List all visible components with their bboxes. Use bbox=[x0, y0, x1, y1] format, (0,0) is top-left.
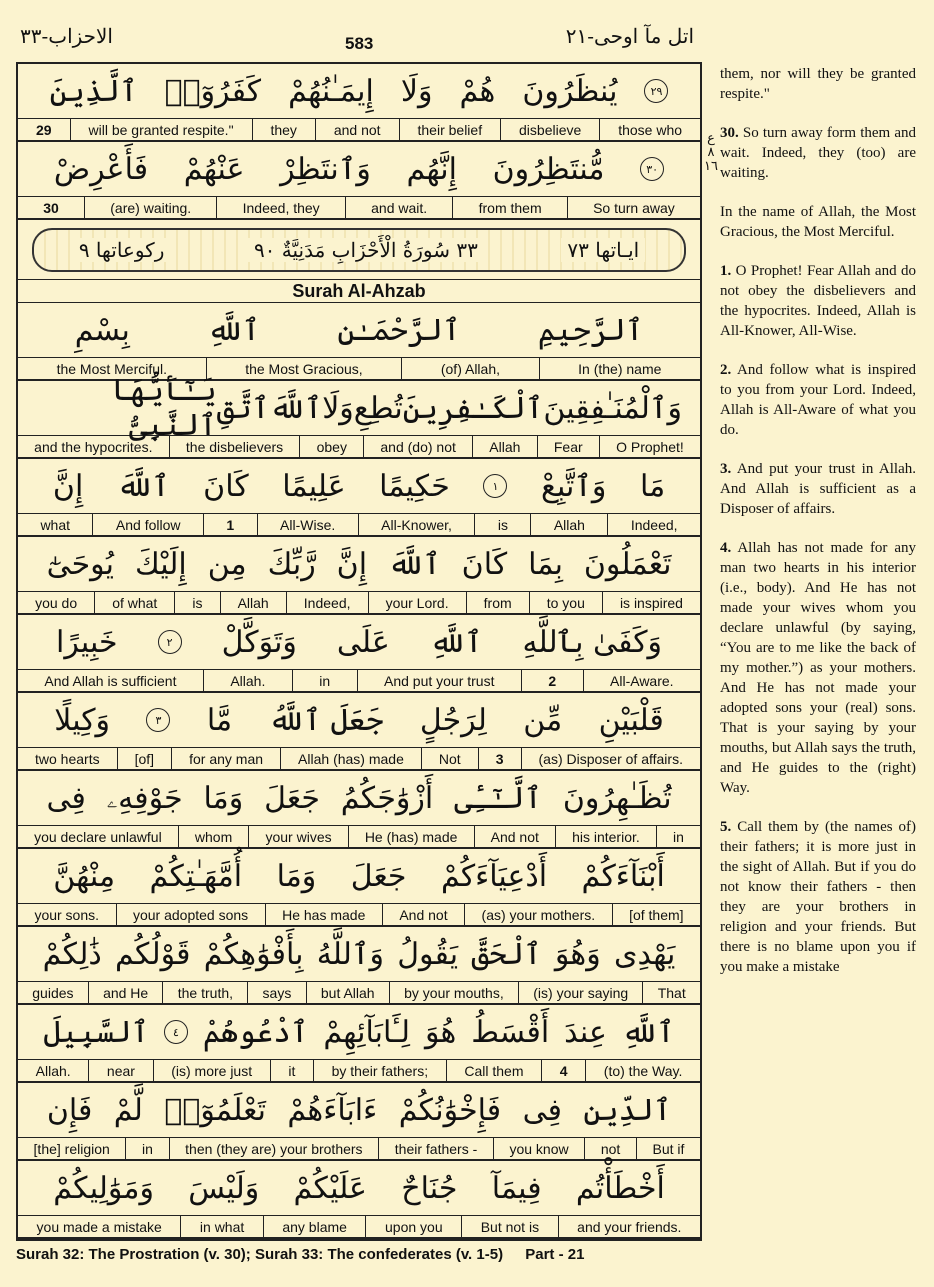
arabic-word: إِنَّ bbox=[336, 546, 368, 582]
translation-paragraph bbox=[720, 817, 916, 977]
arabic-word: إِنَّهُم bbox=[406, 151, 457, 187]
arabic-word: أَزْوَٰجَكُمُ bbox=[340, 780, 434, 816]
arabic-word: فِيمَآ bbox=[491, 1170, 542, 1206]
translation-text: In the name of Allah, the Most Gracious, the Most Merciful. bbox=[720, 204, 916, 240]
word-translation-cell: the Most Merciful. bbox=[56, 360, 168, 377]
word-translation-cell: their belief bbox=[399, 119, 501, 140]
header-surah-label: الاحزاب-٣٣ bbox=[20, 24, 113, 48]
arabic-word: وَٱتَّبِعْ bbox=[540, 468, 607, 504]
word-translation-cell: 1 bbox=[203, 514, 257, 535]
arabic-word: مَا bbox=[640, 468, 666, 504]
english-row bbox=[18, 514, 700, 537]
arabic-word: وَلَيْسَ bbox=[188, 1170, 260, 1206]
arabic-word: يَـٰٓأَيُّهَا ٱلنَّبِىُّ bbox=[111, 373, 217, 443]
arabic-word: بِسْمِ bbox=[74, 312, 130, 348]
word-translation-cell: But not is bbox=[461, 1216, 557, 1237]
verse-number: 30. bbox=[720, 125, 739, 141]
word-translation-cell: 4 bbox=[541, 1060, 585, 1081]
word-translation-cell: they bbox=[252, 119, 315, 140]
word-translation-cell: obey bbox=[299, 436, 363, 457]
arabic-row bbox=[18, 537, 700, 592]
word-translation-cell: But if bbox=[636, 1138, 700, 1159]
word-translation-cell: (are) waiting. bbox=[84, 197, 216, 218]
arabic-word: وَكَفَىٰ بِٱللَّهِ bbox=[522, 624, 663, 660]
verse-number-marker: ٤ bbox=[164, 1020, 188, 1044]
word-translation-cell: Indeed, they bbox=[216, 197, 345, 218]
arabic-word: يُوحَىٰٓ bbox=[46, 546, 114, 582]
word-translation-cell: in bbox=[292, 670, 357, 691]
word-translation-cell: (is) your saying bbox=[518, 982, 642, 1003]
arabic-word: جَعَلَ bbox=[350, 858, 407, 894]
arabic-word: أُمَّهَـٰتِكُمْ bbox=[149, 858, 243, 894]
word-translation-cell: by your mouths, bbox=[389, 982, 518, 1003]
arabic-word: ٱلدِّينِ bbox=[583, 1092, 672, 1128]
word-translation-cell: In (the) name bbox=[539, 358, 700, 379]
translation-text: And follow what is inspired to you from your Lord. Indeed, Allah is All-Aware of what you do. bbox=[720, 362, 916, 438]
word-translation-cell: for any man bbox=[171, 748, 280, 769]
translation-paragraph bbox=[720, 538, 916, 798]
verse-number-marker: ٣٠ bbox=[640, 157, 664, 181]
arabic-row bbox=[18, 849, 700, 904]
arabic-word: كَفَرُوٓا۟ bbox=[164, 73, 262, 109]
english-row bbox=[18, 1138, 700, 1161]
arabic-word: قَلْبَيْنِ bbox=[598, 702, 664, 738]
arabic-row bbox=[18, 615, 700, 670]
word-translation-cell: O Prophet! bbox=[599, 436, 700, 457]
word-translation-cell: 29 bbox=[36, 121, 52, 138]
arabic-word: جَعَلَ ٱللَّهُ bbox=[268, 702, 384, 738]
word-translation-cell: it bbox=[270, 1060, 313, 1081]
word-translation-cell: He has made bbox=[265, 904, 382, 925]
word-translation-cell: So turn away bbox=[567, 197, 700, 218]
word-translation-cell: not bbox=[584, 1138, 636, 1159]
arabic-word: مَّا bbox=[206, 702, 233, 738]
word-translation-cell: (of) Allah, bbox=[401, 358, 538, 379]
arabic-word: بِمَا bbox=[528, 546, 563, 582]
word-translation-cell: two hearts bbox=[35, 750, 100, 767]
arabic-row bbox=[18, 1083, 700, 1138]
verse-number-marker: ٣ bbox=[146, 708, 170, 732]
arabic-word: جُنَاحٌ bbox=[401, 1170, 458, 1206]
word-translation-cell: the Most Gracious, bbox=[206, 358, 402, 379]
banner-text: ٣٣ سُورَةُ الْأَحْزَابِ مَدَنِيَّةٌ ٩٠ bbox=[248, 238, 484, 262]
arabic-row bbox=[18, 927, 700, 982]
arabic-word: تَعْمَلُونَ bbox=[583, 546, 672, 582]
arabic-word: يَهْدِى bbox=[613, 936, 676, 972]
word-translation-cell: Fear bbox=[537, 436, 599, 457]
word-translation-cell: 3 bbox=[478, 748, 521, 769]
arabic-word: كَانَ bbox=[461, 546, 508, 582]
banner-text: ايـاتها ٧٣ bbox=[561, 238, 645, 262]
word-translation-cell: whom bbox=[178, 826, 249, 847]
arabic-word: وَٱنتَظِرْ bbox=[280, 151, 371, 187]
word-translation-cell: Allah. bbox=[203, 670, 292, 691]
translation-text: them, nor will they be granted respite." bbox=[720, 66, 916, 102]
word-translation-cell: the disbelievers bbox=[169, 436, 300, 457]
arabic-row bbox=[18, 142, 700, 197]
word-translation-cell: and not bbox=[315, 119, 399, 140]
word-translation-cell: And follow bbox=[92, 514, 202, 535]
arabic-word: عَلَى bbox=[336, 624, 390, 660]
word-translation-cell: and wait. bbox=[345, 197, 452, 218]
arabic-word: ٱللَّهِ bbox=[207, 312, 260, 348]
arabic-word: أَبْنَآءَكُمْ bbox=[581, 858, 665, 894]
verse-number-marker: ٢٩ bbox=[644, 79, 668, 103]
word-translation-cell: his interior. bbox=[555, 826, 656, 847]
word-translation-cell: Allah bbox=[530, 514, 607, 535]
arabic-word: عَلِيمًا bbox=[282, 468, 346, 504]
translation-paragraph bbox=[720, 459, 916, 519]
verse-number-marker: ١ bbox=[483, 474, 507, 498]
arabic-word: إِلَيْكَ bbox=[134, 546, 187, 582]
arabic-word: مُّنتَظِرُونَ bbox=[492, 151, 605, 187]
arabic-word: فِى bbox=[522, 1092, 562, 1128]
translation-paragraph bbox=[720, 261, 916, 341]
arabic-word: وَمَوَٰلِيكُمْ bbox=[53, 1170, 154, 1206]
arabic-word: ذَٰلِكُمْ bbox=[42, 936, 102, 972]
ruku-marker: ع ٨ ١٦ bbox=[704, 131, 718, 174]
translation-paragraph bbox=[720, 360, 916, 440]
arabic-word: ٱلْكَـٰفِرِينَ bbox=[402, 390, 544, 426]
english-row bbox=[18, 982, 700, 1005]
arabic-row bbox=[18, 1161, 700, 1216]
word-translation-cell: you made a mistake bbox=[36, 1218, 162, 1235]
word-translation-cell: All-Wise. bbox=[257, 514, 358, 535]
arabic-word: وَٱلْمُنَـٰفِقِينَ bbox=[543, 390, 682, 426]
arabic-word: مِنْهُنَّ bbox=[53, 858, 116, 894]
word-translation-cell: the truth, bbox=[162, 982, 247, 1003]
arabic-word: ءَابَآءَهُمْ bbox=[287, 1092, 378, 1128]
translation-paragraph bbox=[720, 202, 916, 242]
word-translation-cell: near bbox=[88, 1060, 152, 1081]
word-translation-cell: disbelieve bbox=[500, 119, 599, 140]
word-translation-cell: from them bbox=[452, 197, 566, 218]
english-row bbox=[18, 197, 700, 220]
arabic-word: مِّن bbox=[523, 702, 563, 738]
word-translation-cell: Indeed, bbox=[607, 514, 700, 535]
arabic-word: ٱللَّهَ bbox=[116, 468, 170, 504]
arabic-word: مِن bbox=[207, 546, 247, 582]
translation-paragraph bbox=[720, 123, 916, 183]
footer-surah-info: Surah 32: The Prostration (v. 30); Surah 33: The confederates (v. 1-5) bbox=[16, 1246, 504, 1263]
word-translation-cell: 30 bbox=[43, 199, 59, 216]
english-row bbox=[18, 826, 700, 849]
word-by-word-grid bbox=[16, 62, 702, 1241]
english-row bbox=[18, 904, 700, 927]
word-translation-cell: and (do) not bbox=[363, 436, 472, 457]
word-translation-cell: Indeed, bbox=[286, 592, 368, 613]
english-row bbox=[18, 1060, 700, 1083]
word-translation-cell: in bbox=[125, 1138, 168, 1159]
word-translation-cell: your wives bbox=[248, 826, 347, 847]
word-translation-cell: (as) your mothers. bbox=[464, 904, 612, 925]
word-translation-cell: then (they are) your brothers bbox=[169, 1138, 379, 1159]
word-translation-cell: you do bbox=[35, 594, 78, 611]
arabic-row bbox=[18, 64, 700, 119]
arabic-word: ٱلْحَقَّ bbox=[471, 936, 542, 972]
arabic-word: إِنَّ bbox=[52, 468, 84, 504]
word-translation-cell: (is) more just bbox=[153, 1060, 270, 1081]
word-translation-cell: Allah. bbox=[35, 1062, 71, 1079]
translation-text: Call them by (the names of) their fathers; it is more just in the sight of Allah. But if you do not know their fathers - then they are your brothers in religion and your friends. But there is no blame upon you if you make a mistake bbox=[720, 819, 916, 975]
arabic-word: بِأَفْوَٰهِكُمْ bbox=[203, 936, 304, 972]
arabic-word: عَلَيْكُمْ bbox=[293, 1170, 367, 1206]
word-translation-cell: upon you bbox=[365, 1216, 461, 1237]
arabic-word: أَقْسَطُ bbox=[471, 1014, 550, 1050]
arabic-word: ٱللَّهِ bbox=[429, 624, 483, 660]
arabic-word: ٱلرَّحْمَـٰنِ bbox=[337, 312, 461, 348]
arabic-row bbox=[18, 373, 700, 443]
arabic-word: لَّمْ bbox=[113, 1092, 143, 1128]
word-translation-cell: in bbox=[656, 826, 700, 847]
word-translation-cell: you know bbox=[493, 1138, 584, 1159]
arabic-word: ٱتَّقِ bbox=[216, 390, 270, 426]
arabic-word: هُمْ bbox=[459, 73, 496, 109]
word-translation-cell: [the] religion bbox=[33, 1140, 110, 1157]
verse-number: 3. bbox=[720, 461, 732, 477]
word-translation-cell: and He bbox=[88, 982, 163, 1003]
word-translation-cell: And not bbox=[382, 904, 464, 925]
verse-number: 5. bbox=[720, 819, 732, 835]
arabic-word: خَبِيرًا bbox=[56, 624, 118, 660]
arabic-word: وَهُوَ bbox=[554, 936, 601, 972]
arabic-word: أَخْطَأْتُم bbox=[575, 1170, 665, 1206]
word-translation-cell: He (has) made bbox=[348, 826, 474, 847]
arabic-word: ٱلرَّحِيمِ bbox=[537, 312, 644, 348]
surah-title: Surah Al-Ahzab bbox=[18, 280, 700, 303]
arabic-word: كَانَ bbox=[203, 468, 249, 504]
arabic-word: رَّبِّكَ bbox=[267, 546, 316, 582]
word-translation-cell: Not bbox=[421, 748, 478, 769]
arabic-word: فِى bbox=[46, 780, 86, 816]
word-translation-cell: and your friends. bbox=[558, 1216, 700, 1237]
arabic-word: تُظَـٰهِرُونَ bbox=[562, 780, 672, 816]
word-translation-cell: your Lord. bbox=[368, 592, 466, 613]
word-translation-cell: And put your trust bbox=[357, 670, 521, 691]
word-translation-cell: what bbox=[40, 516, 71, 533]
page-footer bbox=[16, 1246, 584, 1263]
arabic-word: ٱللَّهَ bbox=[387, 546, 441, 582]
arabic-word: ٱلَّـٰٓـِٔى bbox=[454, 780, 542, 816]
verse-number: 4. bbox=[720, 540, 732, 556]
arabic-word: تَعْلَمُوٓا۟ bbox=[164, 1092, 266, 1128]
arabic-word: لِـَٔابَآئِهِمْ bbox=[323, 1014, 411, 1050]
word-translation-cell: Allah bbox=[220, 592, 286, 613]
page-number: 583 bbox=[345, 34, 374, 53]
translation-text: So turn away form them and wait. Indeed, they (too) are waiting. bbox=[720, 125, 917, 181]
word-translation-cell: Call them bbox=[446, 1060, 541, 1081]
arabic-word: جَعَلَ bbox=[264, 780, 320, 816]
english-row bbox=[18, 748, 700, 771]
surah-banner bbox=[18, 220, 700, 280]
arabic-word: وَلَا bbox=[400, 73, 433, 109]
arabic-word: وَكِيلًا bbox=[54, 702, 111, 738]
word-translation-cell: Allah bbox=[472, 436, 537, 457]
word-translation-cell: will be granted respite." bbox=[70, 119, 252, 140]
word-translation-cell: of what bbox=[94, 592, 174, 613]
arabic-row bbox=[18, 693, 700, 748]
word-translation-cell: any blame bbox=[263, 1216, 366, 1237]
word-translation-cell: is inspired bbox=[602, 592, 700, 613]
footer-part: Part - 21 bbox=[525, 1246, 585, 1263]
word-translation-cell: And Allah is sufficient bbox=[44, 672, 177, 689]
word-translation-cell: their fathers - bbox=[378, 1138, 493, 1159]
arabic-word: لِرَجُلٍ bbox=[419, 702, 487, 738]
arabic-word: وَلَا bbox=[322, 390, 354, 426]
verse-number: 1. bbox=[720, 263, 732, 279]
arabic-row bbox=[18, 303, 700, 358]
arabic-word: عَنْهُمْ bbox=[183, 151, 245, 187]
word-translation-cell: to you bbox=[529, 592, 602, 613]
arabic-word: هُوَ bbox=[424, 1014, 457, 1050]
english-row bbox=[18, 1216, 700, 1239]
arabic-row bbox=[18, 459, 700, 514]
arabic-row bbox=[18, 771, 700, 826]
word-translation-cell: your sons. bbox=[34, 906, 100, 923]
arabic-word: فَأَعْرِضْ bbox=[53, 151, 149, 187]
arabic-word: وَمَا bbox=[203, 780, 244, 816]
arabic-word: فَإِخْوَٰنُكُمْ bbox=[398, 1092, 502, 1128]
arabic-word: وَٱللَّهُ bbox=[316, 936, 384, 972]
surah-banner-frame bbox=[32, 228, 686, 272]
word-translation-cell: 2 bbox=[521, 670, 583, 691]
english-row bbox=[18, 119, 700, 142]
word-translation-cell: but Allah bbox=[306, 982, 389, 1003]
english-row bbox=[18, 592, 700, 615]
arabic-word: ٱللَّهَ bbox=[269, 390, 323, 426]
word-translation-cell: That bbox=[642, 982, 700, 1003]
arabic-word: فَإِن bbox=[46, 1092, 93, 1128]
word-translation-cell: from bbox=[466, 592, 529, 613]
word-translation-cell: by their fathers; bbox=[313, 1060, 446, 1081]
word-translation-cell: [of them] bbox=[612, 904, 700, 925]
translation-column bbox=[720, 64, 916, 996]
word-translation-cell: and the hypocrites. bbox=[34, 438, 153, 455]
word-translation-cell: is bbox=[474, 514, 530, 535]
translation-text: O Prophet! Fear Allah and do not obey the disbelievers and the hypocrites. Indeed, Allah is All-Knower, All-Wise. bbox=[720, 263, 916, 339]
word-translation-cell: in what bbox=[180, 1216, 262, 1237]
word-translation-cell: And not bbox=[474, 826, 555, 847]
word-translation-cell: All-Aware. bbox=[583, 670, 700, 691]
arabic-word: عِندَ bbox=[564, 1014, 607, 1050]
arabic-word: تُطِعِ bbox=[353, 390, 403, 426]
arabic-row bbox=[18, 1005, 700, 1060]
word-translation-cell: your adopted sons bbox=[116, 904, 265, 925]
word-translation-cell: guides bbox=[32, 984, 74, 1001]
arabic-word: ٱللَّهِ bbox=[621, 1014, 675, 1050]
word-translation-cell: (as) Disposer of affairs. bbox=[521, 748, 700, 769]
english-row bbox=[18, 670, 700, 693]
arabic-word: وَمَا bbox=[276, 858, 317, 894]
arabic-word: قَوْلُكُم bbox=[114, 936, 191, 972]
word-translation-cell: those who bbox=[599, 119, 700, 140]
word-translation-cell: Allah (has) made bbox=[280, 748, 421, 769]
arabic-word: إِيمَـٰنُهُمْ bbox=[288, 73, 374, 109]
word-translation-cell: is bbox=[174, 592, 219, 613]
word-translation-cell: [of] bbox=[117, 748, 171, 769]
translation-paragraph bbox=[720, 64, 916, 104]
arabic-word: وَتَوَكَّلْ bbox=[221, 624, 297, 660]
word-translation-cell: All-Knower, bbox=[358, 514, 475, 535]
banner-text: ركوعاتها ٩ bbox=[73, 238, 171, 262]
translation-text: And put your trust in Allah. And Allah is sufficient as a Disposer of affairs. bbox=[720, 461, 916, 517]
arabic-word: جَوْفِهِۦ bbox=[106, 780, 183, 816]
arabic-word: حَكِيمًا bbox=[379, 468, 450, 504]
arabic-word: يَقُولُ bbox=[397, 936, 459, 972]
verse-number-marker: ٢ bbox=[158, 630, 182, 654]
arabic-word: ٱلسَّبِيلَ bbox=[43, 1014, 149, 1050]
arabic-word: يُنظَرُونَ bbox=[522, 73, 618, 109]
arabic-word: ٱدْعُوهُمْ bbox=[202, 1014, 309, 1050]
arabic-word: أَدْعِيَآءَكُمْ bbox=[440, 858, 548, 894]
word-translation-cell: you declare unlawful bbox=[34, 828, 162, 845]
translation-text: Allah has not made for any man two hearts in his interior (i.e., body). And He has not made your wives whom you declare unlawful (by saying, “You are to me like the back of my mother.”) as your mothers. And He has not made your adopted sons your (real) sons. That is your saying by your mouths, but Allah says the truth, and He guides to the (right) Way. bbox=[720, 540, 916, 796]
arabic-word: ٱلَّذِينَ bbox=[49, 73, 138, 109]
verse-number: 2. bbox=[720, 362, 732, 378]
word-translation-cell: says bbox=[247, 982, 305, 1003]
word-translation-cell: (to) the Way. bbox=[585, 1060, 700, 1081]
header-juz-label: اتل مآ اوحى-٢١ bbox=[565, 24, 694, 48]
